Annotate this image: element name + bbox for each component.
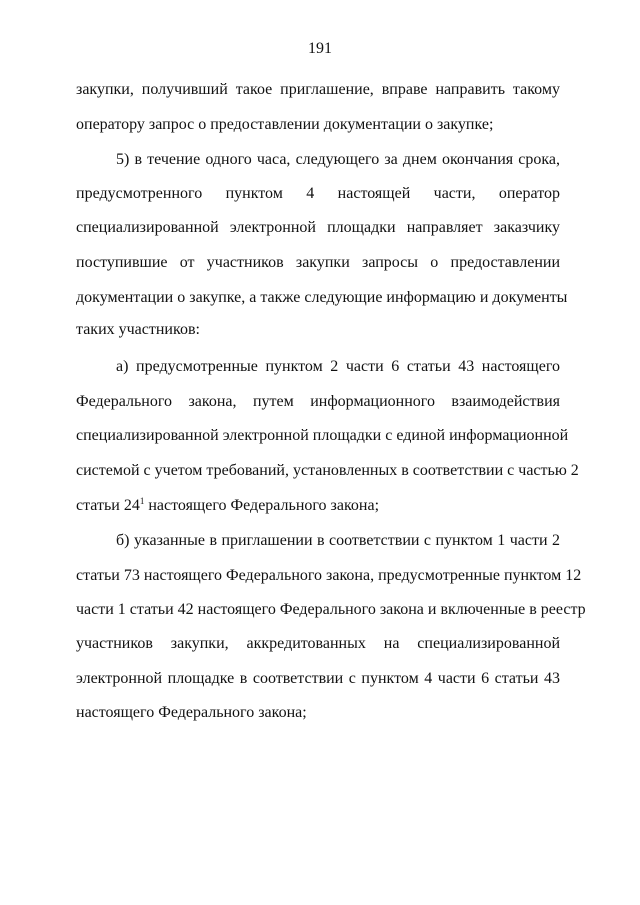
text-line: электронной площадке в соответствии с пунктом 4 части 6 статьи 43: [76, 670, 560, 687]
text-fragment: настоящего Федерального закона;: [144, 497, 380, 514]
text-line: специализированной электронной площадки с единой информационной: [76, 427, 569, 444]
text-line: специализированной электронной площадки направляет заказчику: [76, 219, 560, 236]
superscript: 1: [139, 496, 145, 506]
text-line: статьи 73 настоящего Федерального закона, предусмотренные пунктом 12: [76, 567, 582, 584]
text-line: таких участников:: [76, 321, 200, 338]
text-line: 5) в течение одного часа, следующего за днем окончания срока,: [116, 151, 560, 168]
text-line: системой с учетом требований, установленных в соответствии с частью 2: [76, 462, 579, 479]
text-fragment: статьи 24: [76, 497, 140, 514]
text-line: Федерального закона, путем информационного взаимодействия: [76, 393, 560, 410]
text-line-with-superscript: [76, 496, 560, 516]
text-line: предусмотренного пунктом 4 настоящей части, оператор: [76, 185, 560, 202]
text-line: участников закупки, аккредитованных на специализированной: [76, 635, 560, 652]
text-line: документации о закупке, а также следующие информацию и документы: [76, 289, 568, 306]
text-line: б) указанные в приглашении в соответствии с пунктом 1 части 2: [116, 532, 560, 549]
page-number: 191: [308, 40, 332, 57]
text-line: настоящего Федерального закона;: [76, 704, 307, 721]
text-line: закупки, получивший такое приглашение, вправе направить такому: [76, 81, 560, 98]
text-line: части 1 статьи 42 настоящего Федерального закона и включенные в реестр: [76, 601, 586, 618]
text-line: а) предусмотренные пунктом 2 части 6 статьи 43 настоящего: [116, 358, 560, 375]
text-line: поступившие от участников закупки запросы о предоставлении: [76, 254, 560, 271]
text-line: оператору запрос о предоставлении документации о закупке;: [76, 116, 494, 133]
